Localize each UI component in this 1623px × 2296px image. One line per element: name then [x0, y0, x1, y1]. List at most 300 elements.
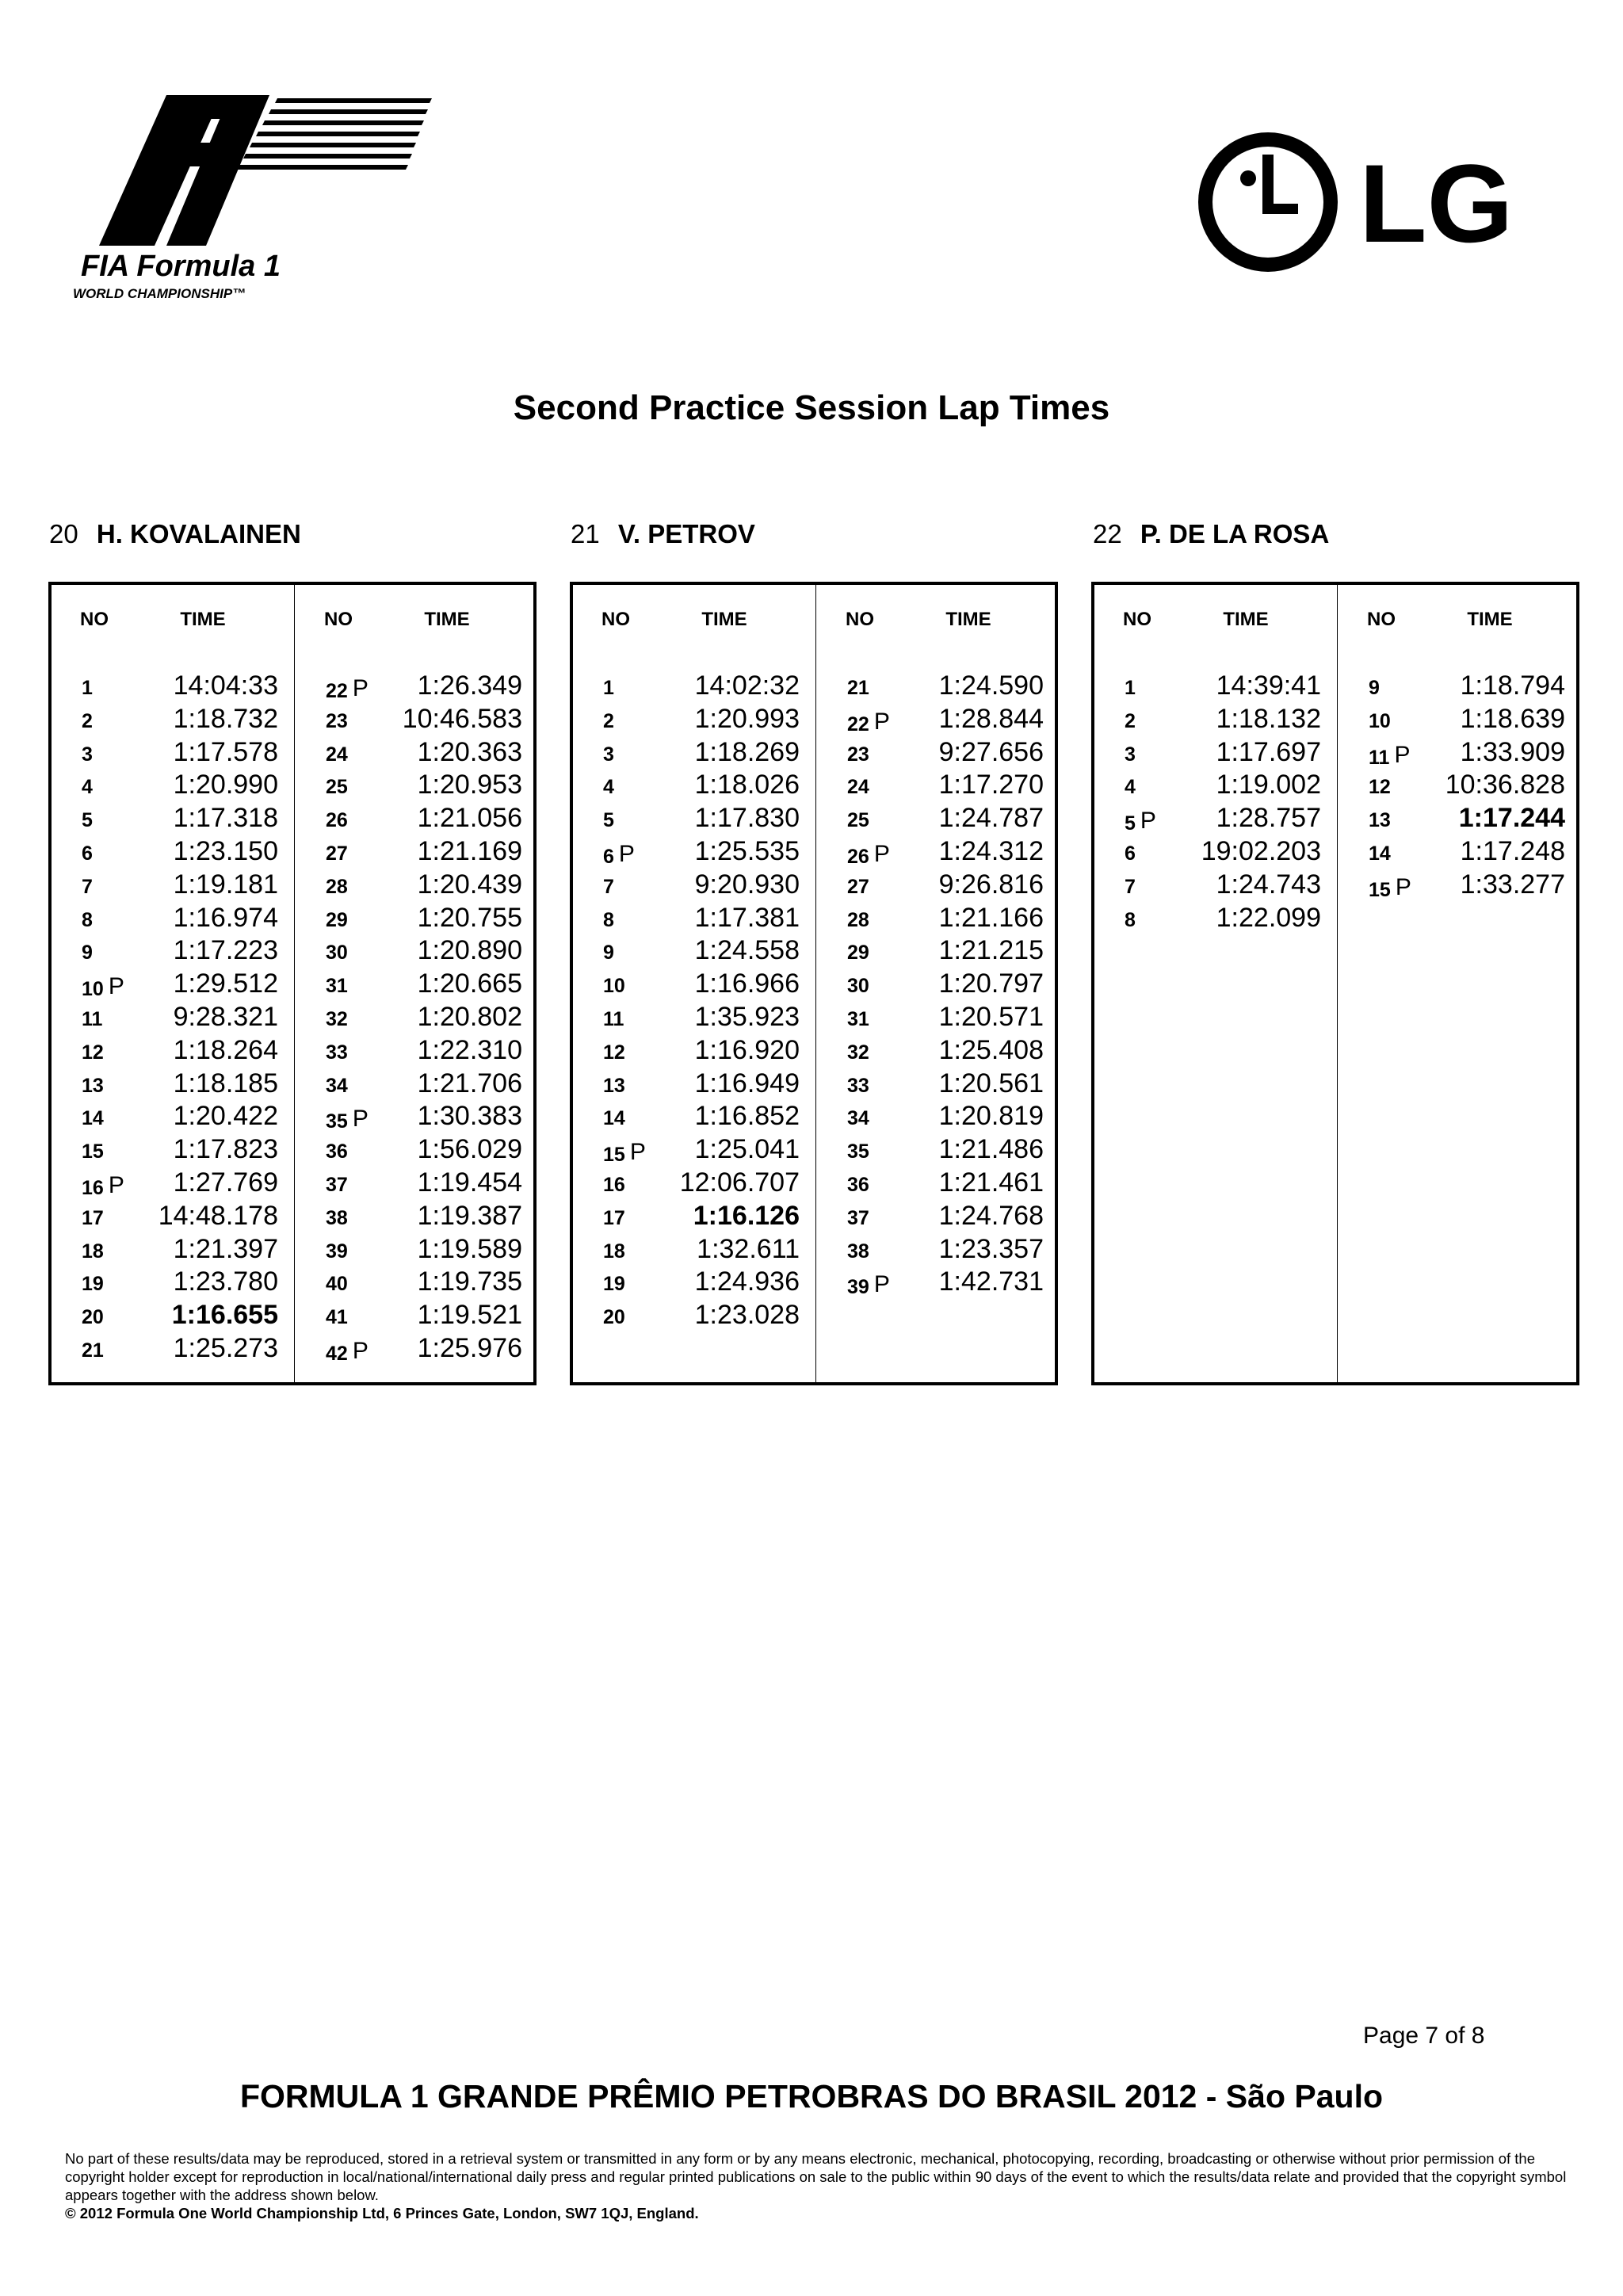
lap-number: 37 [847, 1206, 869, 1229]
lap-number: 6 [82, 842, 93, 865]
lap-row [573, 704, 815, 737]
lap-time: 1:17.578 [173, 736, 278, 767]
lap-row [296, 968, 538, 1002]
pit-marker: P [1395, 873, 1411, 900]
lap-row [296, 869, 538, 903]
lap-number: 5 [82, 809, 93, 832]
lap-time: 1:17.830 [694, 803, 800, 834]
lap-number: 12 [1369, 776, 1391, 799]
pit-marker: P [873, 1271, 890, 1298]
lap-time: 1:25.976 [417, 1332, 522, 1363]
best-lap-time: 1:16.655 [171, 1300, 278, 1331]
lap-time: 1:17.697 [1216, 736, 1321, 767]
lap-row [573, 1234, 815, 1267]
lap-time: 1:16.974 [173, 902, 278, 933]
lap-time: 9:27.656 [938, 736, 1044, 767]
lap-row [52, 1266, 294, 1300]
lap-number: 13 [82, 1074, 104, 1097]
lap-row [52, 1201, 294, 1234]
lap-number: 11 P [1369, 741, 1411, 769]
lap-time: 1:18.794 [1460, 670, 1565, 701]
header-time: TIME [1223, 609, 1269, 630]
lap-number: 29 [847, 942, 869, 965]
lap-row [52, 737, 294, 770]
disclaimer [65, 2149, 1571, 2222]
lap-time: 1:16.966 [694, 968, 800, 999]
lap-number: 11 [82, 1007, 103, 1030]
column-header [296, 609, 538, 632]
lap-number: 18 [82, 1240, 104, 1263]
lap-time: 1:32.611 [697, 1233, 800, 1264]
lap-number: 6 [1125, 842, 1136, 865]
lap-number: 27 [326, 842, 348, 865]
lap-row [817, 1068, 1060, 1102]
lap-number: 3 [603, 743, 614, 766]
lap-row [52, 1035, 294, 1068]
lap-number: 36 [326, 1140, 348, 1163]
column-header [817, 609, 1060, 632]
lap-time: 1:21.397 [173, 1233, 278, 1264]
lap-number: 22 P [326, 675, 369, 702]
lap-number: 26 [326, 809, 348, 832]
lap-row [52, 935, 294, 968]
lap-number: 40 [326, 1273, 348, 1296]
lap-time: 1:56.029 [417, 1134, 522, 1165]
lap-number: 1 [1125, 677, 1136, 699]
header-no: NO [846, 609, 874, 630]
lap-row [817, 670, 1060, 704]
lap-time: 14:48.178 [158, 1200, 278, 1231]
lap-row [817, 1234, 1060, 1267]
column-header [1338, 609, 1581, 632]
f1-logo-title: FIA Formula 1 [81, 250, 281, 283]
lap-number: 24 [847, 776, 869, 799]
lap-row [573, 1068, 815, 1102]
lap-number: 14 [82, 1107, 104, 1130]
lap-row [296, 1068, 538, 1102]
lap-row [817, 935, 1060, 968]
lap-row [1338, 704, 1581, 737]
lap-number: 38 [326, 1206, 348, 1229]
lap-number: 23 [847, 743, 869, 766]
lap-number: 21 [847, 677, 869, 699]
lap-time: 1:17.318 [173, 803, 278, 834]
lap-row [52, 1002, 294, 1035]
lap-time: 1:17.270 [938, 770, 1044, 800]
lap-row [52, 869, 294, 903]
lap-time: 1:23.150 [173, 835, 278, 866]
lap-row [296, 1234, 538, 1267]
lap-row [573, 1300, 815, 1333]
lap-row [52, 1333, 294, 1366]
lap-number: 33 [326, 1041, 348, 1064]
lap-time: 14:39:41 [1216, 670, 1321, 701]
lap-row [1094, 869, 1337, 903]
lap-time: 1:26.349 [417, 670, 522, 701]
column-divider [294, 585, 295, 1382]
lap-row [817, 1035, 1060, 1068]
lap-time: 1:18.132 [1216, 703, 1321, 734]
lap-row [52, 903, 294, 936]
lap-time: 1:21.169 [417, 835, 522, 866]
lap-number: 1 [603, 677, 614, 699]
lap-time: 1:30.383 [417, 1101, 522, 1132]
lap-number: 4 [603, 776, 614, 799]
lap-row [1338, 670, 1581, 704]
lap-number: 25 [326, 776, 348, 799]
lap-row [1094, 903, 1337, 936]
header-no: NO [1367, 609, 1396, 630]
lap-number: 10 [603, 975, 625, 998]
lap-column [573, 585, 815, 1382]
lap-number: 9 [82, 942, 93, 965]
f1-logo-subtitle: WORLD CHAMPIONSHIP™ [73, 286, 246, 301]
lap-number: 24 [326, 743, 348, 766]
lap-column [1094, 585, 1337, 1382]
lap-row [52, 670, 294, 704]
lap-column [296, 585, 538, 1382]
lap-row [1338, 836, 1581, 869]
lap-row [52, 1068, 294, 1102]
lap-row [296, 770, 538, 803]
lap-number: 15 P [1369, 873, 1411, 901]
lap-time: 1:18.264 [173, 1034, 278, 1065]
lap-row [296, 1134, 538, 1167]
lap-time: 1:16.920 [694, 1034, 800, 1065]
lap-number: 32 [847, 1041, 869, 1064]
lap-number: 8 [1125, 908, 1136, 931]
pit-marker: P [352, 1337, 369, 1364]
lap-number: 10 [1369, 709, 1391, 732]
lap-row [573, 737, 815, 770]
lap-time: 1:20.993 [694, 703, 800, 734]
lap-number: 7 [82, 875, 93, 898]
pit-marker: P [352, 1106, 369, 1133]
lap-number: 31 [326, 975, 348, 998]
lap-number: 4 [1125, 776, 1136, 799]
lap-number: 27 [847, 875, 869, 898]
lap-time: 1:17.248 [1460, 835, 1565, 866]
lap-time: 19:02.203 [1201, 835, 1321, 866]
lap-time: 12:06.707 [679, 1167, 800, 1198]
lap-row [296, 1333, 538, 1366]
lap-time: 1:17.223 [173, 935, 278, 966]
lap-time: 1:19.002 [1216, 770, 1321, 800]
lap-row [817, 704, 1060, 737]
lap-time: 1:20.797 [938, 968, 1044, 999]
lap-number: 16 P [82, 1171, 124, 1199]
lap-row [296, 935, 538, 968]
lap-time: 1:42.731 [938, 1266, 1044, 1297]
lap-time: 1:24.558 [694, 935, 800, 966]
column-divider [1337, 585, 1338, 1382]
lap-number: 18 [603, 1240, 625, 1263]
lap-number: 20 [603, 1306, 625, 1329]
lap-time: 1:19.735 [417, 1266, 522, 1297]
lap-time: 1:20.422 [173, 1101, 278, 1132]
lap-times-table [48, 582, 537, 1385]
column-header [1094, 609, 1337, 632]
lap-number: 17 [603, 1206, 625, 1229]
lap-row [817, 1266, 1060, 1300]
lap-row [1094, 836, 1337, 869]
lap-time: 14:02:32 [694, 670, 800, 701]
lap-row [296, 737, 538, 770]
lap-number: 17 [82, 1206, 104, 1229]
lap-row [296, 1035, 538, 1068]
lap-column [52, 585, 294, 1382]
lap-time: 14:04:33 [173, 670, 278, 701]
lap-row [52, 1234, 294, 1267]
lap-number: 42 P [326, 1337, 369, 1365]
lap-time: 1:23.028 [694, 1300, 800, 1331]
lap-time: 1:20.890 [417, 935, 522, 966]
lap-row [573, 1035, 815, 1068]
lg-logo-text: LG [1359, 141, 1514, 266]
pit-marker: P [618, 840, 635, 867]
lap-row [573, 1101, 815, 1134]
driver-name: P. DE LA ROSA [1140, 519, 1330, 548]
lap-time: 1:35.923 [694, 1001, 800, 1032]
lap-number: 20 [82, 1306, 104, 1329]
pit-marker: P [873, 708, 890, 735]
lap-row [817, 737, 1060, 770]
lap-time: 1:18.185 [173, 1068, 278, 1098]
lap-time: 1:21.461 [938, 1167, 1044, 1198]
lap-row [52, 1167, 294, 1201]
page-number: Page 7 of 8 [1363, 2023, 1485, 2049]
lap-row [1338, 770, 1581, 803]
driver-heading [571, 519, 755, 549]
lap-time: 1:27.769 [173, 1167, 278, 1198]
lap-row [296, 1101, 538, 1134]
lap-number: 31 [847, 1007, 869, 1030]
pit-marker: P [1394, 741, 1411, 768]
lap-row [296, 803, 538, 836]
header-time: TIME [945, 609, 991, 630]
lap-time: 1:24.312 [938, 835, 1044, 866]
lap-time: 1:20.755 [417, 902, 522, 933]
lap-time: 9:28.321 [173, 1001, 278, 1032]
lap-number: 1 [82, 677, 93, 699]
lap-column [817, 585, 1060, 1382]
lap-time: 1:21.056 [417, 803, 522, 834]
copyright-notice: © 2012 Formula One World Championship Ltd, 6 Princes Gate, London, SW7 1QJ, England. [65, 2205, 699, 2222]
lap-number: 33 [847, 1074, 869, 1097]
lap-number: 4 [82, 776, 93, 799]
lap-times-table [1091, 582, 1579, 1385]
lap-number: 38 [847, 1240, 869, 1263]
lap-row [817, 968, 1060, 1002]
pit-marker: P [629, 1139, 646, 1166]
lap-time: 1:20.665 [417, 968, 522, 999]
lap-row [296, 1167, 538, 1201]
lap-number: 22 P [847, 708, 890, 735]
lap-row [296, 1002, 538, 1035]
lap-row [817, 1134, 1060, 1167]
pit-marker: P [352, 675, 369, 701]
lap-row [573, 1134, 815, 1167]
lap-row [573, 1002, 815, 1035]
lap-number: 5 [603, 809, 614, 832]
header-no: NO [80, 609, 109, 630]
best-lap-time: 1:16.126 [693, 1200, 800, 1231]
lap-time: 1:24.590 [938, 670, 1044, 701]
lap-time: 1:21.166 [938, 902, 1044, 933]
lap-row [817, 1201, 1060, 1234]
lap-row [573, 1266, 815, 1300]
lap-time: 1:19.181 [173, 869, 278, 900]
lap-row [296, 836, 538, 869]
lap-number: 13 [1369, 809, 1391, 832]
lap-row [1094, 770, 1337, 803]
lap-time: 1:20.819 [938, 1101, 1044, 1132]
lap-row [1338, 737, 1581, 770]
lap-number: 28 [847, 908, 869, 931]
disclaimer-text: No part of these results/data may be reproduced, stored in a retrieval system or transmitted in any form or by any means electronic, mechanical, photocopying, recording, broadcasting or otherwise without prior permission of the copyright holder except for reproduction in local/national/international daily press and regular printed publications on sale to the public within 90 days of the event to which the results/data relate and provided that the copyright symbol appears together with the address shown below. [65, 2150, 1567, 2203]
pit-marker: P [1140, 808, 1156, 835]
lap-number: 12 [82, 1041, 104, 1064]
lap-row [817, 1167, 1060, 1201]
lap-number: 9 [603, 942, 614, 965]
lap-number: 13 [603, 1074, 625, 1097]
lap-time: 1:25.273 [173, 1332, 278, 1363]
lap-row [817, 770, 1060, 803]
lap-number: 30 [847, 975, 869, 998]
lap-row [52, 770, 294, 803]
lap-number: 15 P [603, 1139, 646, 1167]
header-no: NO [324, 609, 353, 630]
driver-number: 21 [571, 519, 600, 548]
lap-row [296, 903, 538, 936]
lap-row [52, 1101, 294, 1134]
lap-number: 32 [326, 1007, 348, 1030]
pit-marker: P [108, 1171, 124, 1198]
lap-number: 8 [603, 908, 614, 931]
lap-row [573, 670, 815, 704]
lap-time: 1:19.454 [417, 1167, 522, 1198]
lap-row [296, 1266, 538, 1300]
lap-row [817, 869, 1060, 903]
lap-time: 1:18.639 [1460, 703, 1565, 734]
lap-number: 5 P [1125, 808, 1156, 835]
lap-row [817, 1002, 1060, 1035]
lap-time: 1:16.949 [694, 1068, 800, 1098]
column-divider [815, 585, 816, 1382]
lap-number: 7 [1125, 875, 1136, 898]
lap-row [52, 836, 294, 869]
driver-name: V. PETROV [617, 519, 755, 548]
lap-number: 2 [82, 709, 93, 732]
pit-marker: P [108, 973, 124, 1000]
lap-row [1338, 869, 1581, 903]
lap-number: 12 [603, 1041, 625, 1064]
lap-time: 1:21.486 [938, 1134, 1044, 1165]
lap-number: 28 [326, 875, 348, 898]
lap-time: 1:18.269 [694, 736, 800, 767]
lap-time: 1:19.521 [417, 1300, 522, 1331]
lap-row [817, 836, 1060, 869]
lap-time: 1:17.381 [694, 902, 800, 933]
lap-time: 1:24.743 [1216, 869, 1321, 900]
lap-row [296, 670, 538, 704]
lap-number: 10 P [82, 973, 124, 1001]
page-title: Second Practice Session Lap Times [513, 388, 1110, 427]
lap-time: 1:22.310 [417, 1034, 522, 1065]
lap-time: 1:20.953 [417, 770, 522, 800]
lap-time: 9:26.816 [938, 869, 1044, 900]
lap-row [573, 968, 815, 1002]
lap-number: 29 [326, 908, 348, 931]
lap-row [573, 803, 815, 836]
lap-time: 1:17.823 [173, 1134, 278, 1165]
header-time: TIME [1467, 609, 1513, 630]
lap-row [817, 803, 1060, 836]
column-header [52, 609, 294, 632]
lap-number: 30 [326, 942, 348, 965]
lap-row [573, 770, 815, 803]
lap-time: 1:20.802 [417, 1001, 522, 1032]
lap-number: 35 P [326, 1106, 369, 1133]
lap-row [52, 803, 294, 836]
lap-time: 1:20.561 [938, 1068, 1044, 1098]
lap-row [52, 968, 294, 1002]
lap-number: 39 [326, 1240, 348, 1263]
lap-number: 14 [603, 1107, 625, 1130]
event-name: FORMULA 1 GRANDE PRÊMIO PETROBRAS DO BRASIL 2012 - São Paulo [239, 2078, 1384, 2115]
lap-time: 1:28.757 [1216, 803, 1321, 834]
lap-time: 1:29.512 [173, 968, 278, 999]
lap-time: 1:21.706 [417, 1068, 522, 1098]
lap-number: 37 [326, 1173, 348, 1196]
lap-time: 1:23.357 [938, 1233, 1044, 1264]
lap-number: 11 [603, 1007, 624, 1030]
lap-time: 1:24.936 [694, 1266, 800, 1297]
best-lap-time: 1:17.244 [1458, 803, 1565, 834]
lg-logo [1189, 123, 1553, 281]
lap-time: 1:18.732 [173, 703, 278, 734]
column-header [573, 609, 815, 632]
pit-marker: P [873, 840, 890, 867]
lap-row [573, 869, 815, 903]
lap-number: 25 [847, 809, 869, 832]
lap-number: 34 [847, 1107, 869, 1130]
lap-row [52, 1134, 294, 1167]
header-time: TIME [180, 609, 226, 630]
driver-number: 20 [49, 519, 78, 548]
lap-number: 16 [603, 1173, 625, 1196]
lap-time: 1:23.780 [173, 1266, 278, 1297]
lap-row [573, 836, 815, 869]
lap-row [573, 935, 815, 968]
lap-time: 1:22.099 [1216, 902, 1321, 933]
lap-number: 26 P [847, 840, 890, 868]
lap-row [1094, 803, 1337, 836]
lap-row [296, 704, 538, 737]
lap-number: 23 [326, 709, 348, 732]
lap-row [296, 1300, 538, 1333]
lap-row [817, 903, 1060, 936]
lap-time: 1:33.909 [1460, 736, 1565, 767]
lap-time: 1:21.215 [938, 935, 1044, 966]
lap-row [817, 1101, 1060, 1134]
lap-time: 1:16.852 [694, 1101, 800, 1132]
lap-number: 2 [1125, 709, 1136, 732]
lap-time: 1:20.571 [938, 1001, 1044, 1032]
lap-row [52, 1300, 294, 1333]
f1-logo [71, 95, 436, 309]
driver-heading [49, 519, 301, 549]
